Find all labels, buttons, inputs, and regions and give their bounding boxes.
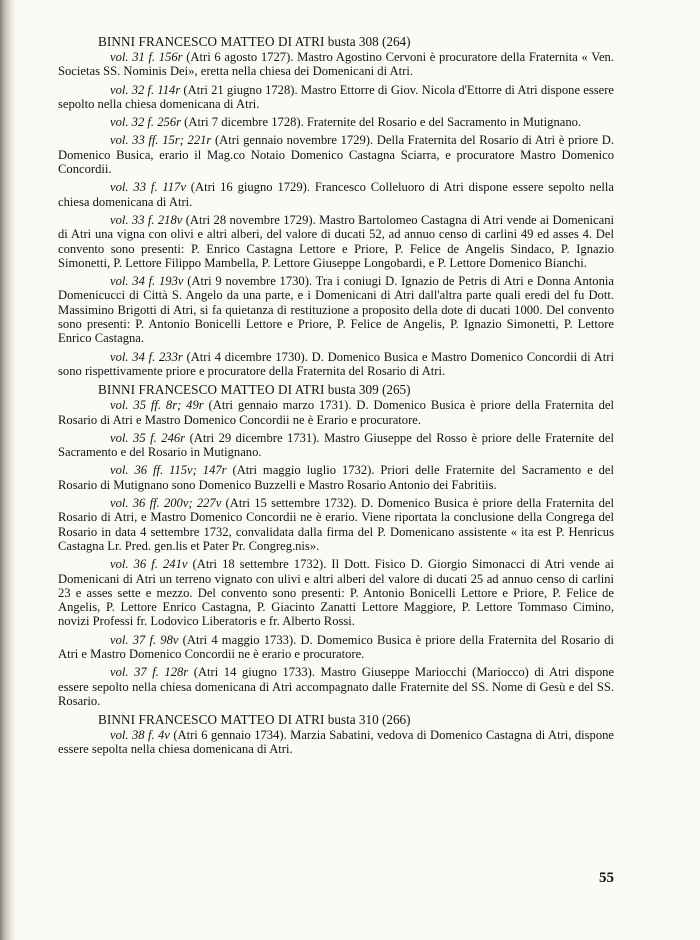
entry-text: (Atri 21 giugno 1728). Mastro Ettorre di Giov. Nicola d'Ettorre di Atri dispone essere sepolto nella chiesa domenicana di Atri. bbox=[58, 82, 614, 111]
heading-name: BINNI FRANCESCO MATTEO DI ATRI bbox=[98, 712, 325, 728]
section-heading bbox=[98, 712, 614, 727]
entry-text: (Atri 14 giugno 1733). Mastro Giuseppe Mariocchi (Mariocco) di Atri dispone essere sepolto nella chiesa domenicana di Atri accompagnato dalle Fraternite del SS. Nome di Gesù e del SS. Rosario. bbox=[58, 665, 615, 708]
heading-busta: busta 310 (266) bbox=[327, 712, 411, 728]
entry-ref: vol. 33 f. 218v bbox=[110, 212, 183, 227]
entry-ref: vol. 36 f. 241v bbox=[110, 557, 188, 572]
section-busta-308 bbox=[58, 34, 614, 378]
entry-text: (Atri 9 novembre 1730). Tra i coniugi D. Ignazio de Petris di Atri e Donna Antonia Domenicucci di Città S. Angelo da una parte, e i Domenicani di Atri dall'altra parte quali eredi del fu Dott. Massimino Brigotti di Atri, si fa quietanza di restituzione a proposito della dote di ducati 1000. Del convento sono presenti: P. Antonio Bonicelli Lettore e Priore, P. Felice de Angelis, P. Ignazio Simonetti, P. Lettore Enrico Castagna. bbox=[58, 274, 614, 346]
entry-text: (Atri maggio luglio 1732). Priori delle Fraternite del Sacramento e del Rosario di Mutignano sono Domenico Buzzelli e Mastro Rosario Antonio dei Fabritiis. bbox=[58, 463, 614, 492]
entry bbox=[58, 557, 614, 628]
entry-text: (Atri 28 novembre 1729). Mastro Bartolomeo Castagna di Atri vende ai Domenicani di Atri una vigna con olivi e altri alberi, del valore di ducati 52, ad annuo censo di carlini 49 ed asses 4. Del convento sono presenti: P. Enrico Castagna Lettore e Priore, P. Felice de Angelis Sindaco, P. Ignazio Simonetti, P. Lettore Filippo Mambella, P. Lettore Giuseppe Longobardi, e P. Lettore Domenico Bianchi. bbox=[58, 212, 615, 270]
entry-text: (Atri 4 maggio 1733). D. Domemico Busica è priore della Fraternita del Rosario di Atri e Mastro Domenico Concordii ne è erario e procuratore. bbox=[58, 632, 614, 661]
entry bbox=[58, 633, 614, 662]
entry-ref: vol. 32 f. 256r bbox=[110, 115, 182, 130]
entry-ref: vol. 31 f. 156r bbox=[110, 50, 183, 64]
document-body bbox=[58, 34, 614, 761]
entry bbox=[58, 665, 614, 708]
entry-ref: vol. 33 ff. 15r; 221r bbox=[110, 133, 212, 148]
entry bbox=[58, 83, 614, 112]
entry-text: (Atri 18 settembre 1732). Il Dott. Fisico D. Giorgio Simonacci di Atri vende ai Domenicani di Atri un terreno vignato con ulivi e altri alberi del valore di ducati 25 ad annuo censo di carlini 23 e asses sette e mezzo. Del convento sono presenti: P. Antonio Bonicelli Lettore e Priore, P. Felice de Angelis, P. Lettore Enrico Castagna, P. Giacinto Zanatti Lettore Maggiore, P. Lettore Tommaso Cimino, novizi Professi fr. Lodovico Liberatoris e fr. Alberto Rossi. bbox=[58, 557, 614, 629]
entry bbox=[58, 274, 614, 345]
entry-ref: vol. 35 ff. 8r; 49r bbox=[110, 398, 204, 413]
entry-text: (Atri 6 agosto 1727). Mastro Agostino Cervoni è procuratore della Fraternita « Ven. Societas SS. Nominis Dei», eretta nella chiesa dei Domenicani di Atri. bbox=[58, 50, 614, 79]
entry bbox=[58, 115, 614, 129]
entry bbox=[58, 431, 614, 460]
entry bbox=[58, 728, 614, 757]
entry-text: (Atri gennaio marzo 1731). D. Domenico Busica è priore della Fraternita del Rosario di Atri e Mastro Domenico Concordii ne è Erario e procuratore. bbox=[58, 398, 614, 427]
entry bbox=[58, 398, 614, 427]
entry-text: (Atri 15 settembre 1732). D. Domenico Busica è priore della Fraternita del Rosario di Atri, e Mastro Domenico Concordii ne è erario. Viene riportata la conclusione della Congrega del Rosario in data 4 settembre 1732, convalidata dalla firma del P. Domenicano assistente « ita est P. Henricus Castagna Lr. Pred. gen.lis et Pater Pr. Congreg.nis». bbox=[58, 496, 614, 553]
entry bbox=[58, 463, 614, 492]
heading-busta: busta 308 (264) bbox=[327, 34, 411, 49]
heading-name: BINNI FRANCESCO MATTEO DI ATRI bbox=[98, 34, 325, 49]
section-heading bbox=[98, 34, 614, 49]
entry-text: (Atri 29 dicembre 1731). Mastro Giuseppe del Rosso è priore delle Fraternite del Sacramento e del Rosario in Mutignano. bbox=[58, 430, 614, 460]
entry bbox=[58, 350, 614, 379]
entry-text: (Atri 6 gennaio 1734). Marzia Sabatini, vedova di Domenico Castagna di Atri, dispone essere sepolta nella chiesa domenicana di Atri. bbox=[58, 728, 615, 757]
entry-ref: vol. 38 f. 4v bbox=[110, 728, 170, 743]
entry-ref: vol. 35 f. 246r bbox=[110, 430, 186, 445]
entry-ref: vol. 37 f. 128r bbox=[110, 665, 189, 680]
entry-ref: vol. 37 f. 98v bbox=[110, 632, 179, 647]
section-busta-309 bbox=[58, 382, 614, 708]
entry-ref: vol. 36 ff. 115v; 147r bbox=[110, 463, 227, 478]
heading-busta: busta 309 (265) bbox=[327, 382, 411, 398]
entry-ref: vol. 33 f. 117v bbox=[110, 180, 186, 195]
entry bbox=[58, 496, 614, 553]
entry-text: (Atri gennaio novembre 1729). Della Fraternita del Rosario di Atri è priore D. Domenico Busica, erario il Mag.co Notaio Domenico Castagna Sciarra, e procuratore Mastro Domenico Concordii. bbox=[58, 133, 614, 177]
heading-name: BINNI FRANCESCO MATTEO DI ATRI bbox=[98, 382, 325, 398]
entry-text: (Atri 16 giugno 1729). Francesco Colleluoro di Atri dispone essere sepolto nella chiesa domenicana di Atri. bbox=[58, 180, 614, 209]
entry-ref: vol. 36 ff. 200v; 227v bbox=[110, 496, 222, 511]
entry-text: (Atri 4 dicembre 1730). D. Domenico Busica e Mastro Domenico Concordii di Atri sono rispettivamente priore e procuratore della Fraternita del Rosario di Atri. bbox=[58, 349, 614, 378]
section-heading bbox=[98, 382, 614, 397]
page-binding-edge bbox=[0, 0, 16, 940]
entry-ref: vol. 34 f. 193v bbox=[110, 274, 184, 289]
entry-text: (Atri 7 dicembre 1728). Fraternite del Rosario e del Sacramento in Mutignano. bbox=[181, 115, 582, 130]
entry-ref: vol. 34 f. 233r bbox=[110, 349, 183, 364]
entry bbox=[58, 133, 614, 176]
entry-ref: vol. 32 f. 114r bbox=[110, 82, 181, 97]
entry bbox=[58, 180, 614, 209]
section-busta-310 bbox=[58, 712, 614, 757]
page-number: 55 bbox=[599, 870, 614, 886]
entry bbox=[58, 50, 614, 79]
entry bbox=[58, 213, 614, 270]
